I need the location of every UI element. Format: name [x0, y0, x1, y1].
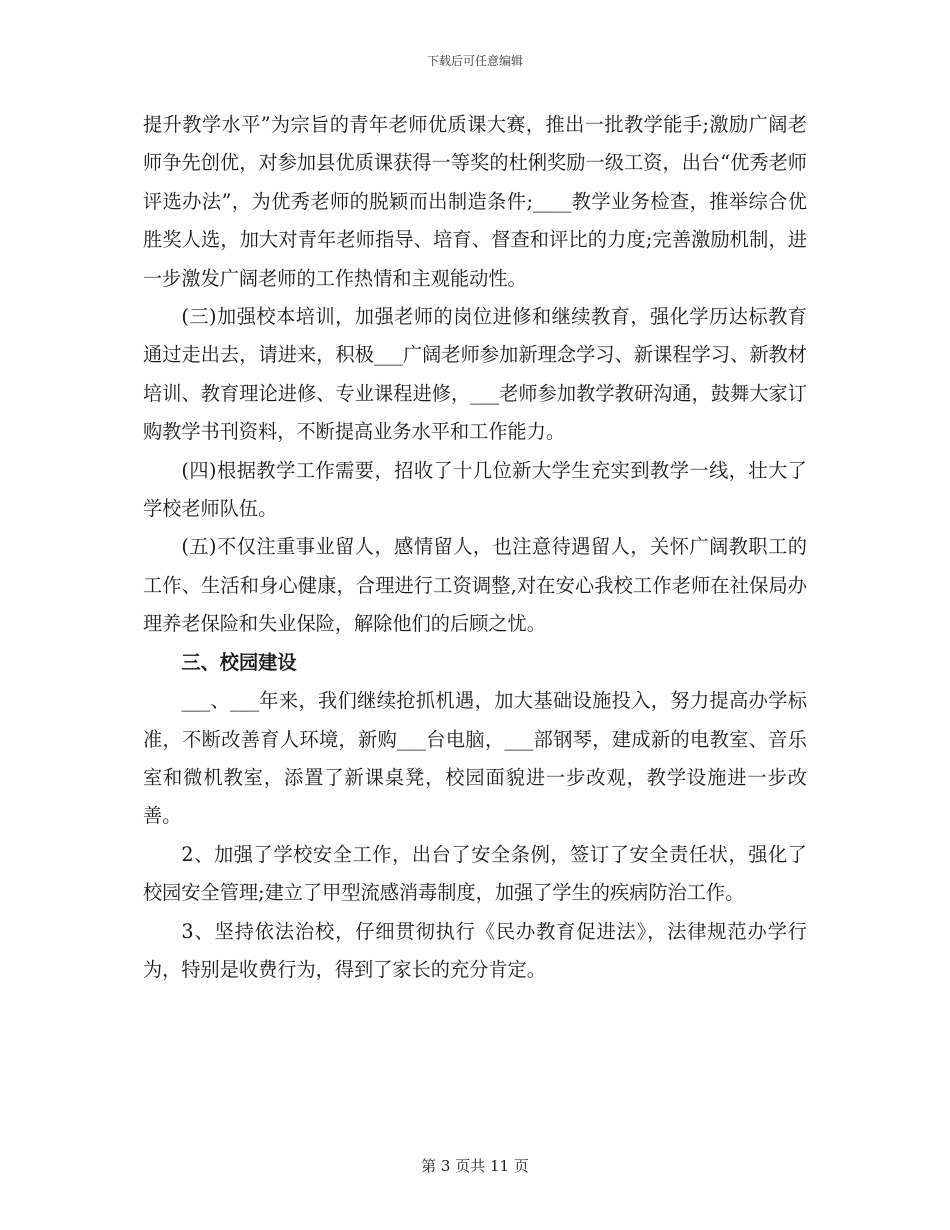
paragraph-continuation: 提升教学水平”为宗旨的青年老师优质课大赛，推出一批教学能手;激励广阔老师争先创优，对参加县优质课获得一等奖的杜俐奖励一级工资，出台“优秀老师评选办法”，为优秀老师的脱颖而出制造条件;____教学业务检查，推举综合优胜奖人选，加大对青年老师指导、培育、督查和评比的力度;完善激励机制，进一步激发广阔老师的工作热情和主观能动性。 [143, 113, 807, 290]
section-paragraph-1: ___、___年来，我们继续抢抓机遇，加大基础设施投入，努力提高办学标准，不断改善育人环境，新购___台电脑，___部钢琴，建成新的电教室、音乐室和微机教室，添置了新课桌凳，校园面貌进一步改观，教学设施进一步改善。 [143, 689, 807, 828]
paragraph-item-3: (三)加强校本培训，加强老师的岗位进修和继续教育，强化学历达标教育通过走出去，请进来，积极___广阔老师参加新理念学习、新课程学习、新教材培训、教育理论进修、专业课程进修，___老师参加教学教研沟通，鼓舞大家订购教学书刊资料，不断提高业务水平和工作能力。 [143, 305, 807, 444]
page-footer: 第 3 页共 11 页 [421, 1157, 529, 1175]
paragraph-item-5: (五)不仅注重事业留人，感情留人，也注意待遇留人，关怀广阔教职工的工作、生活和身心健康，合理进行工资调整,对在安心我校工作老师在社保局办理养老保险和失业保险，解除他们的后顾之忧。 [143, 535, 807, 636]
section-paragraph-2: 2、加强了学校安全工作，出台了安全条例，签订了安全责任状，强化了校园安全管理;建立了甲型流感消毒制度，加强了学生的疾病防治工作。 [143, 842, 807, 905]
section-paragraph-3: 3、坚持依法治校，仔细贯彻执行《民办教育促进法》，法律规范办学行为，特别是收费行为，得到了家长的充分肯定。 [143, 919, 807, 981]
section-heading: 三、校园建设 [181, 650, 297, 674]
document-body [143, 106, 807, 989]
page-header: 下载后可任意编辑 [426, 54, 523, 68]
paragraph-item-4: (四)根据教学工作需要，招收了十几位新大学生充实到教学一线，壮大了学校老师队伍。 [143, 458, 807, 521]
